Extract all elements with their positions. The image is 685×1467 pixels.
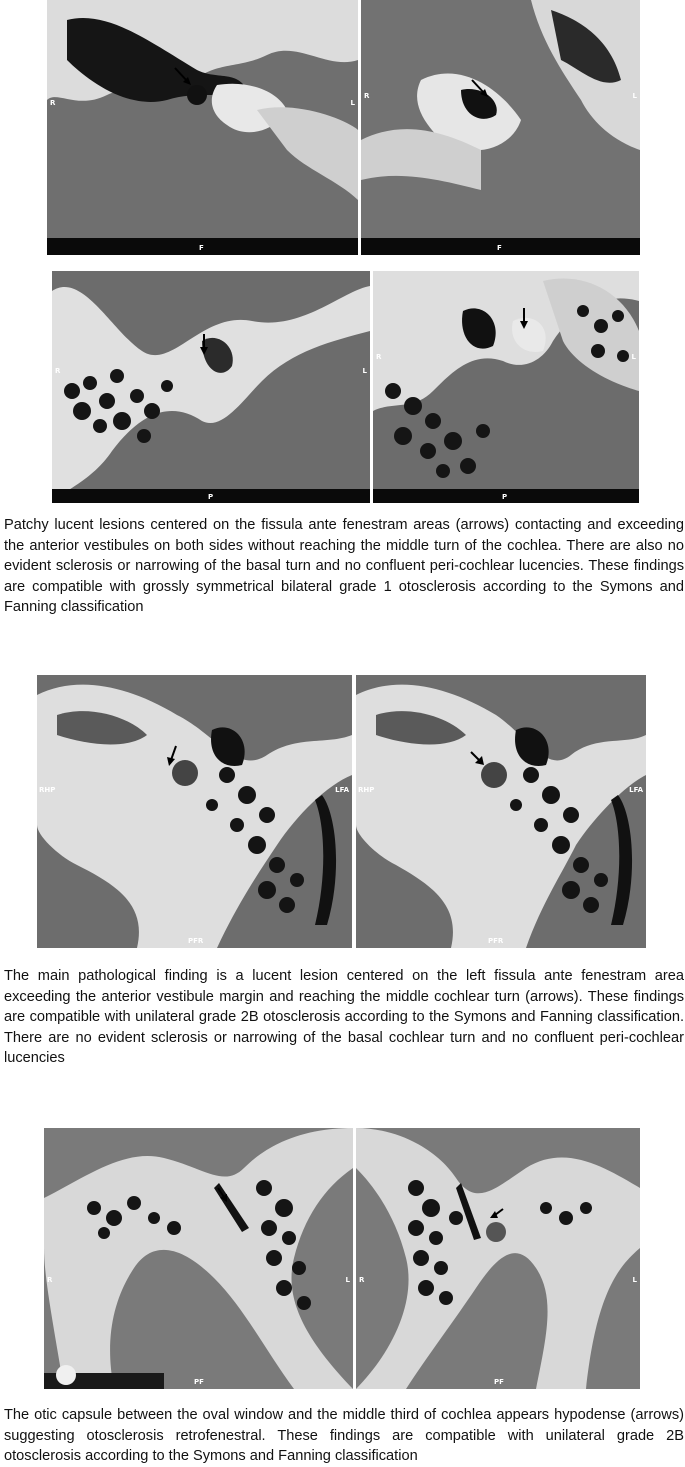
orientation-label-left: LFA — [335, 786, 349, 794]
arrow-icon — [519, 308, 529, 330]
ct-image-coronal-right — [47, 0, 358, 255]
ct-scan-graphic — [361, 0, 640, 255]
orientation-label-bottom: P — [208, 493, 214, 501]
orientation-label-left: L — [632, 92, 637, 100]
arrow-icon — [470, 751, 486, 767]
ct-image-axial-left-a — [37, 675, 352, 948]
orientation-label-right: R — [359, 1276, 365, 1284]
ct-image-axial-retrofenestral-right — [44, 1128, 353, 1389]
arrow-icon — [216, 1187, 230, 1203]
ct-scan-graphic — [356, 1128, 640, 1389]
ct-scan-graphic — [373, 271, 639, 503]
orientation-label-right: R — [376, 353, 382, 361]
figure-3-caption: The otic capsule between the oval window and the middle third of cochlea appears hypodense (arrows) suggesting otosclerosis retrofenestral. These findings are compatible with unilateral grade 2B otosclerosis according to the Symons and Fanning classification — [4, 1407, 684, 1465]
orientation-label-left: L — [350, 99, 355, 107]
orientation-label-bottom: PF — [494, 1378, 504, 1386]
ct-scan-graphic — [37, 675, 352, 948]
orientation-label-right: RHP — [39, 786, 56, 794]
orientation-label-bottom: F — [497, 244, 502, 252]
ct-image-axial-right — [52, 271, 370, 503]
ct-image-axial-left — [373, 271, 639, 503]
orientation-label-left: L — [632, 1276, 637, 1284]
figure-2-caption: The main pathological finding is a lucent lesion centered on the left fissula ante fenestram area exceeding the anterior vestibule margin and reaching the middle cochlear turn (arrows). These findings are compatible with unilateral grade 2B otosclerosis according to the Symons and Fanning classification. There are no evident sclerosis or narrowing of the basal cochlear turn and no confluent peri-cochlear lucencies — [4, 968, 684, 1067]
ct-scan-graphic — [44, 1128, 353, 1389]
arrow-icon — [173, 66, 193, 86]
orientation-label-bottom: PFR — [188, 937, 204, 945]
orientation-label-bottom: P — [502, 493, 508, 501]
arrow-icon — [470, 78, 490, 98]
orientation-label-bottom: PFR — [488, 937, 504, 945]
ct-image-axial-left-b — [356, 675, 646, 948]
orientation-label-left: LFA — [629, 786, 643, 794]
orientation-label-left: L — [631, 353, 636, 361]
orientation-label-right: R — [364, 92, 370, 100]
ct-image-axial-retrofenestral-left — [356, 1128, 640, 1389]
arrow-icon — [489, 1207, 505, 1221]
orientation-label-right: R — [47, 1276, 53, 1284]
orientation-label-left: L — [345, 1276, 350, 1284]
arrow-icon — [165, 745, 179, 767]
figure-1-caption: Patchy lucent lesions centered on the fissula ante fenestram areas (arrows) contacting and exceeding the anterior vestibules on both sides without reaching the middle turn of the cochlea. There are also no evident sclerosis or narrowing of the basal turn and no confluent peri-cochlear lucencies. These findings are compatible with grossly symmetrical bilateral grade 1 otosclerosis according to the Symons and Fanning classification — [4, 517, 684, 616]
orientation-label-left: L — [362, 367, 367, 375]
ct-image-coronal-left — [361, 0, 640, 255]
ct-scan-graphic — [47, 0, 358, 255]
arrow-icon — [199, 334, 209, 356]
orientation-label-right: R — [55, 367, 61, 375]
orientation-label-bottom: F — [199, 244, 204, 252]
orientation-label-right: RHP — [358, 786, 375, 794]
ct-scan-graphic — [52, 271, 370, 503]
orientation-label-right: R — [50, 99, 56, 107]
ct-scan-graphic — [356, 675, 646, 948]
orientation-label-bottom: PF — [194, 1378, 204, 1386]
